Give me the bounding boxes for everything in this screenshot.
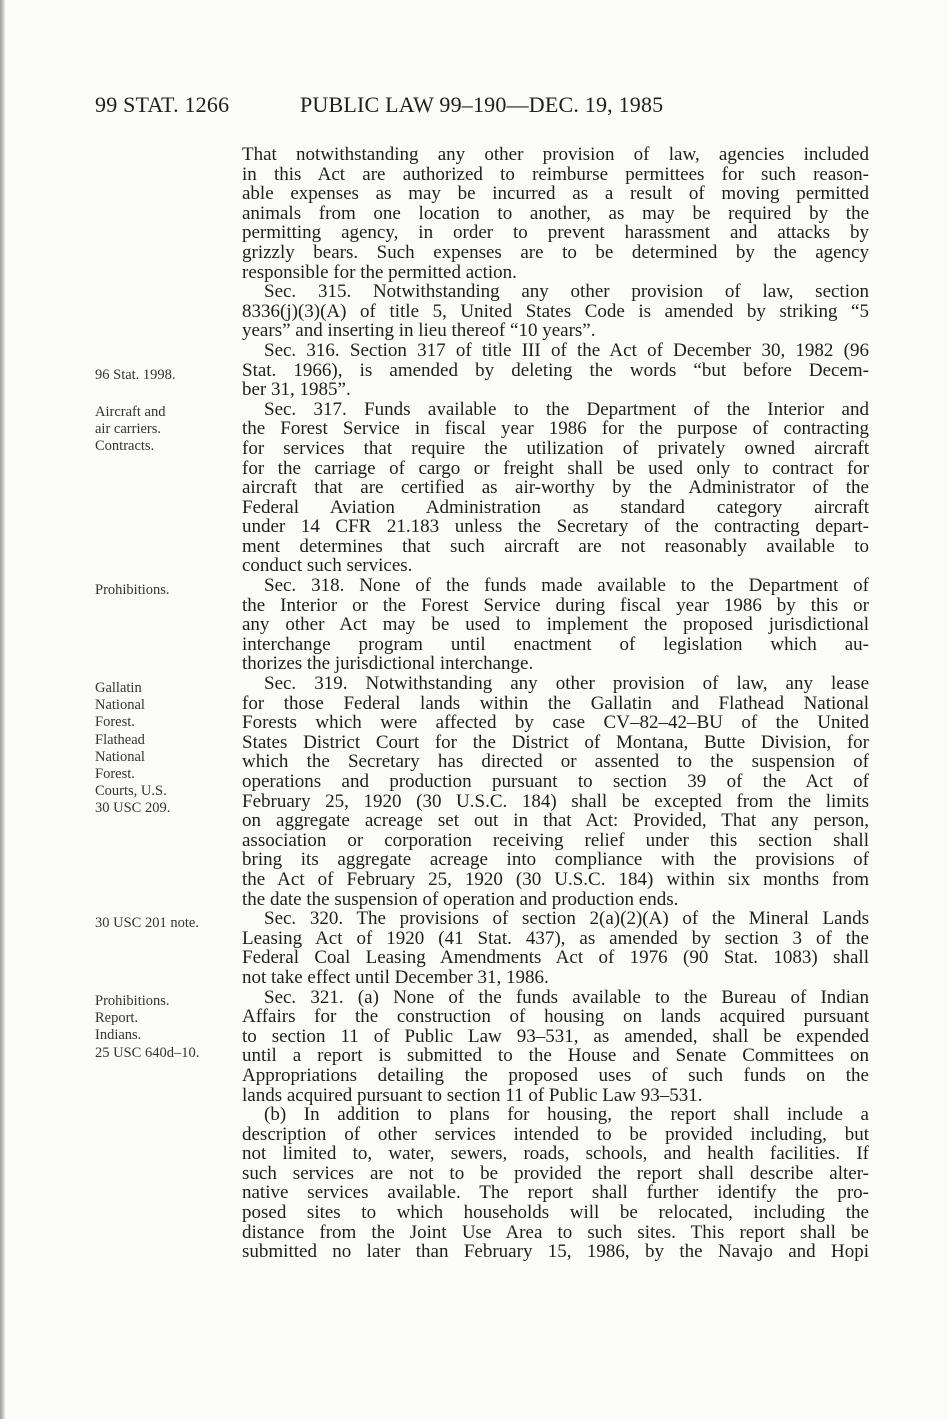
text-line: under 14 CFR 21.183 unless the Secretary of the contracting depart- (242, 516, 869, 538)
text-line: native services available. The report shall further identify the pro- (242, 1182, 869, 1204)
text-line: not limited to, water, sewers, roads, schools, and health facilities. If (242, 1143, 869, 1165)
text-line: (b) In addition to plans for housing, the report shall include a (264, 1104, 869, 1126)
text-line: for those Federal lands within the Gallatin and Flathead National (242, 692, 869, 714)
margin-note-line: Gallatin (95, 680, 142, 696)
margin-note-line: Forest. (95, 714, 135, 731)
text-line: responsible for the permitted action. (242, 261, 517, 283)
text-line: until a report is submitted to the House and Senate Committees on (242, 1045, 869, 1067)
text-line: Sec. 319. Notwithstanding any other provision of law, any lease (264, 673, 869, 695)
text-line: submitted no later than February 15, 1986, by the Navajo and Hopi (242, 1241, 869, 1263)
scan-edge (0, 0, 5, 1419)
margin-note-line: Indians. (95, 1027, 142, 1044)
paragraph (242, 576, 869, 674)
margin-note (95, 582, 170, 599)
margin-note-line: 25 USC 640d–10. (95, 1044, 200, 1061)
margin-note-line: Forest. (95, 766, 135, 783)
text-line: February 25, 1920 (30 U.S.C. 184) shall be excepted from the limits (242, 790, 869, 812)
text-line: distance from the Joint Use Area to such sites. This report shall be (242, 1221, 869, 1243)
text-line: for the carriage of cargo or freight shall be used only to contract for (242, 457, 869, 479)
text-line: 8336(j)(3)(A) of title 5, United States Code is amended by striking “5 (242, 300, 869, 322)
margin-note (95, 680, 170, 818)
paragraph (242, 145, 869, 282)
text-line: That notwithstanding any other provision of law, agencies included (242, 144, 869, 165)
text-line: on aggregate acreage set out in that Act: Provided, That any person, (242, 810, 869, 832)
running-title: PUBLIC LAW 99–190—DEC. 19, 1985 (300, 92, 664, 117)
text-line: posed sites to which households will be relocated, including the (242, 1202, 869, 1224)
text-line: Stat. 1966), is amended by deleting the words “but before Decem- (242, 359, 869, 381)
page-reference: 99 STAT. 1266 (95, 92, 230, 117)
paragraph (242, 341, 869, 400)
text-line: operations and production pursuant to section 39 of the Act of (242, 771, 869, 792)
margin-note-line: Flathead (95, 731, 145, 748)
body-text (242, 145, 869, 1262)
text-line: Sec. 318. None of the funds made available to the Department of (264, 575, 869, 597)
text-line: the Interior or the Forest Service during fiscal year 1986 by this or (242, 594, 869, 616)
margin-note-line: Courts, U.S. (95, 783, 167, 800)
text-line: conduct such services. (242, 555, 413, 577)
text-line: to section 11 of Public Law 93–531, as amended, shall be expended (242, 1025, 869, 1047)
text-line: the date the suspension of operation and production ends. (242, 888, 679, 910)
text-line: ment determines that such aircraft are not reasonably available to (242, 535, 869, 557)
text-line: Appropriations detailing the proposed uses of such funds on the (242, 1064, 869, 1086)
margin-note-line: Report. (95, 1010, 139, 1027)
margin-note-line: 30 USC 201 note. (95, 915, 199, 931)
margin-note (95, 915, 199, 932)
margin-note-line: Contracts. (95, 438, 155, 455)
text-line: any other Act may be used to implement the proposed jurisdictional (242, 614, 869, 636)
text-line: States District Court for the District of Montana, Butte Division, for (242, 731, 869, 753)
text-line: Affairs for the construction of housing on lands acquired pursuant (242, 1006, 869, 1028)
text-line: which the Secretary has directed or assented to the suspension of (242, 751, 869, 773)
text-line: interchange program until enactment of legislation which au- (242, 633, 869, 655)
paragraph (242, 909, 869, 987)
text-line: Sec. 317. Funds available to the Department of the Interior and (264, 398, 869, 420)
text-line: able expenses as may be incurred as a result of moving permitted (242, 183, 869, 205)
margin-note (95, 404, 165, 456)
margin-note-line: National (95, 748, 145, 765)
text-line: Sec. 321. (a) None of the funds available to the Bureau of Indian (264, 986, 869, 1008)
text-line: permitting agency, in order to prevent harassment and attacks by (242, 222, 869, 244)
margin-note-line: 96 Stat. 1998. (95, 367, 176, 383)
text-line: ber 31, 1985”. (242, 379, 351, 401)
paragraph (242, 282, 869, 341)
paragraph (242, 400, 869, 576)
text-line: for services that require the utilization of privately owned aircraft (242, 437, 869, 459)
margin-note-line: Prohibitions. (95, 993, 170, 1009)
text-line: in this Act are authorized to reimburse permittees for such reason- (242, 163, 869, 185)
margin-note-line: Prohibitions. (95, 582, 170, 598)
margin-note-line: air carriers. (95, 421, 162, 438)
text-line: animals from one location to another, as may be required by the (242, 202, 869, 224)
paragraph (242, 988, 869, 1106)
margin-note-line: National (95, 697, 145, 714)
text-line: Sec. 315. Notwithstanding any other provision of law, section (264, 281, 869, 303)
text-line: lands acquired pursuant to section 11 of Public Law 93–531. (242, 1084, 703, 1106)
paragraph (242, 1105, 869, 1262)
text-line: the Act of February 25, 1920 (30 U.S.C. 184) within six months from (242, 868, 869, 890)
margin-note (95, 367, 176, 384)
text-line: description of other services intended to be provided including, but (242, 1123, 869, 1145)
text-line: aircraft that are certified as air-worthy by the Administrator of the (242, 477, 869, 499)
text-line: Leasing Act of 1920 (41 Stat. 437), as amended by section 3 of the (242, 927, 869, 949)
margin-note-line: 30 USC 209. (95, 800, 171, 817)
text-line: Forests which were affected by case CV–82–42–BU of the United (242, 712, 869, 734)
paragraph (242, 674, 869, 909)
text-line: such services are not to be provided the report shall describe alter- (242, 1162, 869, 1184)
text-line: Sec. 316. Section 317 of title III of the Act of December 30, 1982 (96 (264, 339, 869, 361)
text-line: Sec. 320. The provisions of section 2(a)(2)(A) of the Mineral Lands (264, 908, 869, 930)
text-line: Federal Coal Leasing Amendments Act of 1976 (90 Stat. 1083) shall (242, 947, 869, 969)
margin-note (95, 993, 199, 1062)
text-line: not take effect until December 31, 1986. (242, 966, 549, 988)
text-line: thorizes the jurisdictional interchange. (242, 653, 534, 675)
text-line: grizzly bears. Such expenses are to be determined by the agency (242, 241, 869, 263)
text-line: association or corporation receiving relief under this section shall (242, 829, 869, 851)
text-line: the Forest Service in fiscal year 1986 for the purpose of contracting (242, 418, 869, 440)
text-line: Federal Aviation Administration as standard category aircraft (242, 496, 869, 518)
margin-note-line: Aircraft and (95, 404, 166, 420)
text-line: years” and inserting in lieu thereof “10 years”. (242, 320, 596, 342)
text-line: bring its aggregate acreage into compliance with the provisions of (242, 849, 869, 871)
